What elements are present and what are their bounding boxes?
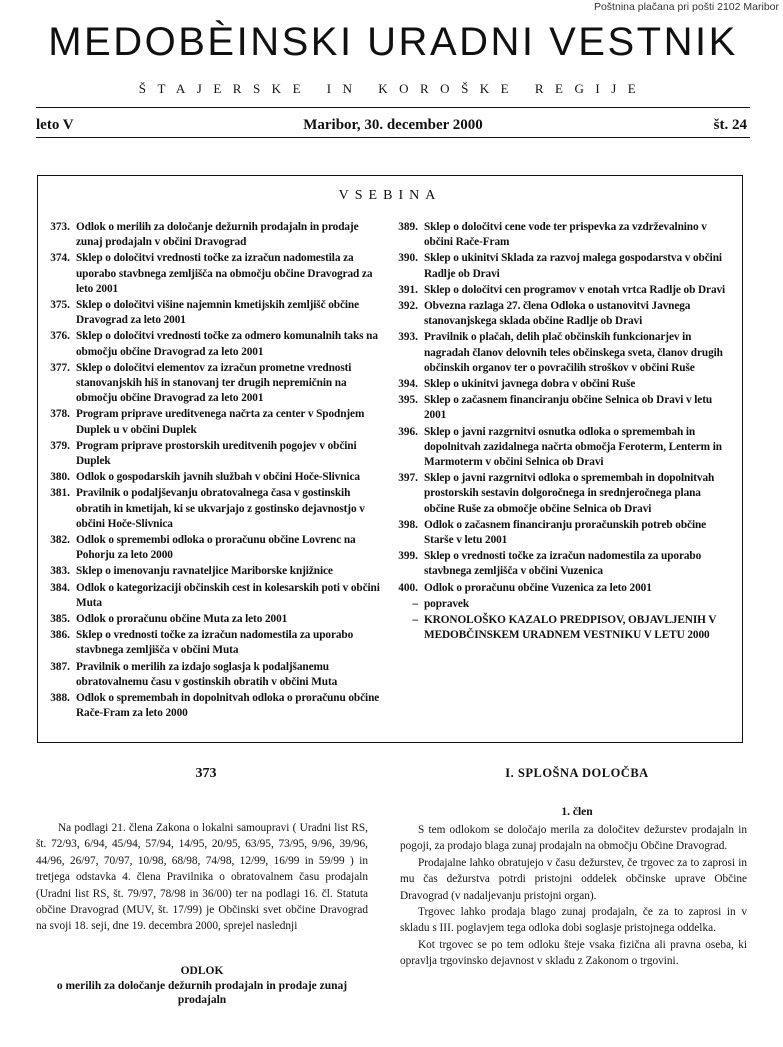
contents-item-title: Obvezna razlaga 27. člena Odloka o ustanovitvi Javnega stanovanjskega sklada občine Radlje ob Dravi [424, 300, 691, 328]
contents-item-number: 397. [398, 472, 418, 485]
contents-item-number: 373. [50, 221, 70, 233]
contents-item-number: 394. [398, 378, 418, 391]
contents-item-number: 396. [398, 425, 418, 438]
contents-item-title: Sklep o ukinitvi javnega dobra v občini Ruše [424, 378, 636, 391]
contents-item-title: Sklep o imenovanju ravnateljice Mariborske knjižnice [76, 565, 333, 578]
contents-item [46, 533, 386, 563]
issue-place-date: Maribor, 30. december 2000 [303, 117, 483, 133]
contents-item-number: 377. [50, 361, 70, 374]
contents-item-title: Odlok o merilih za določanje dežurnih prodajaln in prodaje zunaj prodajaln v občini Dravograd [76, 221, 359, 249]
contents-item-title: Program priprave ureditvenega načrta za center v Spodnjem Duplek u v občini Duplek [76, 408, 365, 436]
decree-title [36, 964, 368, 1008]
issue-number: št. 24 [713, 117, 747, 133]
contents-item [394, 549, 734, 579]
contents-item-title: Odlok o spremembi odloka o proračunu občine Lovrenc na Pohorju za leto 2000 [76, 534, 356, 562]
contents-item [46, 691, 386, 721]
contents-item-number: 374. [50, 252, 70, 265]
contents-item-number: 381. [50, 487, 70, 500]
contents-item-number: 376. [50, 330, 70, 343]
contents-item-number: 388. [50, 692, 70, 705]
contents-item [46, 439, 386, 469]
contents-item [394, 425, 734, 471]
issue-year: leto V [36, 117, 74, 133]
contents-item-number: 380. [50, 471, 70, 484]
contents-item [46, 581, 386, 611]
preamble [36, 820, 368, 935]
article-clause-label: 1. člen [561, 806, 593, 818]
clause-paragraph: Kot trgovec se po tem odloku šteje vsaka fizična ali pravna oseba, ki opravlja trgovinsko dejavnost v skladu z Zakonom o trgovini. [400, 938, 747, 968]
contents-item-number: 384. [50, 581, 70, 594]
masthead-subtitle: ŠTAJERSKE IN KOROŠKE REGIJE [138, 81, 648, 96]
contents-item [394, 471, 734, 517]
contents-item [394, 283, 734, 298]
contents-item-number: 393. [398, 331, 418, 344]
contents-item [46, 361, 386, 407]
contents-item-number: 389. [398, 221, 418, 233]
preamble-text: Na podlagi 21. člena Zakona o lokalni samoupravi ( Uradni list RS, št. 72/93, 6/94, 45/94, 57/94, 14/95, 20/95, 63/95, 73/95, 9/96, 39/96, 44/96, 26/97, 70/97, 10/98, 68/98, 74/98, 12/99, 16/99 in 59/99 ) in tretjega odstavka 4. člena Pravilnika o obratovalnem času prodajaln (Uradni list RS, št. 79/97, 78/98 in 36/00) ter na podlagi 16. čl. Statuta občine Dravograd (MUV, št. 17/99) je Občinski svet občine Dravograd na svoji 18. seji, dne 19. decembra 2000, sprejel naslednji [36, 822, 368, 933]
contents-item-number: 398. [398, 518, 418, 531]
contents-item-title: Odlok o začasnem financiranju proračunskih potreb občine Starše v letu 2001 [424, 518, 707, 547]
contents-item [46, 470, 386, 485]
contents-item-number: 387. [50, 660, 70, 673]
contents-item-number: 399. [398, 550, 418, 563]
contents-item-number: 379. [50, 439, 70, 452]
contents-item [46, 407, 386, 437]
contents-item [394, 613, 734, 643]
contents-item-title: Sklep o javni razgrnitvi osnutka odloka o spremembah in dopolnitvah zazidalnega načrta območja Feroterm, Lenterm in Marmoterm v občini Selnica ob Dravi [424, 425, 722, 469]
contents-item-title: Sklep o določitvi višine najemnin kmetijskih zemljišč občine Dravograd za leto 2001 [76, 299, 360, 327]
contents-item-number: 382. [50, 534, 70, 547]
contents-item-number: 390. [398, 252, 418, 265]
contents-item-title: Sklep o ukinitvi Sklada za razvoj malega gospodarstva v občini Radlje ob Dravi [424, 252, 722, 280]
contents-item-title: Sklep o vrednosti točke za izračun nadomestila za uporabo stavbnega zemljišča v občini Vuzenica [424, 550, 702, 578]
header-rule-bottom [36, 137, 750, 138]
postage-note: Poštnina plačana pri pošti 2102 Maribor [593, 1, 779, 13]
contents-item-number: 392. [398, 300, 418, 313]
contents-item-title: Sklep o vrednosti točke za izračun nadomestila za uporabo stavbnega zemljišča v občini Muta [76, 629, 354, 657]
section-heading: I. SPLOŠNA DOLOČBA [505, 766, 649, 780]
contents-item-title: Sklep o začasnem financiranju občine Selnica ob Dravi v letu 2001 [424, 394, 713, 422]
contents-item [394, 597, 734, 612]
contents-item-title: Sklep o določitvi vrednosti točke za odmero komunalnih taks na območju občine Dravograd za leto 2001 [76, 330, 378, 358]
contents-item [46, 564, 386, 579]
contents-item [46, 329, 386, 359]
contents-item-number: 391. [398, 283, 418, 296]
contents-item-title: Sklep o določitvi cen programov v enotah vrtca Radlje ob Dravi [424, 283, 726, 296]
contents-item [394, 330, 734, 376]
contents-title: VSEBINA [338, 188, 442, 203]
contents-item-number: 378. [50, 408, 70, 421]
contents-item-title: Odlok o gospodarskih javnih službah v občini Hoče-Slivnica [76, 471, 360, 484]
contents-item-title: KRONOLOŠKO KAZALO PREDPISOV, OBJAVLJENIH V MEDOBČINSKEM URADNEM VESTNIKU V LETU 2000 [424, 614, 717, 642]
contents-item-title: Odlok o proračunu občine Vuzenica za leto 2001 [424, 581, 652, 594]
contents-column-left [46, 220, 386, 723]
contents-item-number: 375. [50, 299, 70, 312]
contents-item-number: 383. [50, 565, 70, 578]
contents-item-title: Odlok o spremembah in dopolnitvah odloka o proračunu občine Rače-Fram za leto 2000 [76, 692, 380, 720]
contents-item-number: 385. [50, 613, 70, 626]
contents-item-title: Program priprave prostorskih ureditvenih pogojev v občini Duplek [76, 439, 357, 468]
contents-column-right [394, 220, 734, 644]
contents-item-title: popravek [424, 597, 470, 610]
contents-item-title: Odlok o kategorizaciji občinskih cest in kolesarskih poti v občini Muta [76, 581, 380, 609]
contents-item [394, 377, 734, 392]
contents-item [394, 393, 734, 423]
contents-item-title: Sklep o določitvi cene vode ter prispevka za vzdrževalnino v občini Rače-Fram [424, 221, 707, 249]
contents-box [37, 175, 743, 743]
contents-item-number: 395. [398, 394, 418, 407]
contents-item [46, 486, 386, 532]
contents-item [46, 220, 386, 250]
contents-item-title: Sklep o določitvi elementov za izračun prometne vrednosti stanovanjskih hiš in stanovanj ter drugih nepremičnin na območju občine Dravograd za leto 2001 [76, 361, 352, 405]
article-number: 373 [195, 766, 217, 781]
decree-label: ODLOK [180, 965, 224, 977]
contents-item [394, 581, 734, 596]
contents-item [46, 628, 386, 658]
contents-item-number: – [412, 597, 418, 610]
contents-item-title: Sklep o javni razgrnitvi odloka o spremembah in dopolnitvah prostorskih sestavin dolgoročnega in srednjeročnega plana občine Ruše za območje občine Selnica ob Dravi [424, 472, 715, 515]
contents-item [394, 518, 734, 548]
contents-item-title: Sklep o določitvi vrednosti točke za izračun nadomestila za uporabo stavbnega zemljišča na območju občine Dravograd za leto 2001 [76, 252, 373, 295]
contents-item [46, 251, 386, 297]
contents-item [46, 612, 386, 627]
clause-paragraph: Trgovec lahko prodaja blago zunaj prodajaln, če za to zaprosi in v skladu s III. poglavjem tega odloka dobi soglasje pristojnega oddelka. [400, 906, 747, 935]
contents-item [46, 298, 386, 328]
clause-paragraph: S tem odlokom se določajo merila za določitev dežurstev prodajaln in pogoji, za prodajo blaga zunaj prodajaln na območju Občine Dravograd. [400, 824, 747, 853]
contents-item-title: Pravilnik o plačah, delih plač občinskih funkcionarjev in nagradah članov delovnih teles občinskega sveta, članov drugih občinskih organov ter o povračilih stroškov v občini Ruše [424, 331, 723, 374]
header-rule-top [36, 107, 750, 108]
contents-item-title: Pravilnik o podaljševanju obratovalnega časa v gostinskih obratih in kmetijah, ki se ukvarjajo z gostinsko dejavnostjo v občini Hoče-Slivnica [76, 487, 365, 530]
clause-paragraph: Prodajalne lahko obratujejo v času dežurstev, če trgovec za to zaprosi in mu čas dežurstva potrdi pristojni oddelek občinske uprave Občine Dravograd (v nadaljevanju pristojni organ). [400, 856, 747, 902]
decree-subject: o merilih za določanje dežurnih prodajaln in prodaje zunaj prodajaln [56, 979, 348, 1006]
contents-item [46, 660, 386, 690]
contents-item-number: – [412, 614, 418, 627]
contents-item [394, 220, 734, 250]
contents-item-number: 400. [398, 581, 418, 594]
contents-item [394, 299, 734, 329]
contents-item [394, 251, 734, 281]
clause-body [400, 822, 747, 970]
masthead-title: MEDOBÈINSKI URADNI VESTNIK [48, 20, 738, 64]
contents-item-title: Odlok o proračunu občine Muta za leto 2001 [76, 613, 288, 626]
contents-item-title: Pravilnik o merilih za izdajo soglasja k podaljšanemu obratovalnemu času v gostinskih obratih v občini Muta [76, 660, 338, 688]
contents-item-number: 386. [50, 629, 70, 642]
